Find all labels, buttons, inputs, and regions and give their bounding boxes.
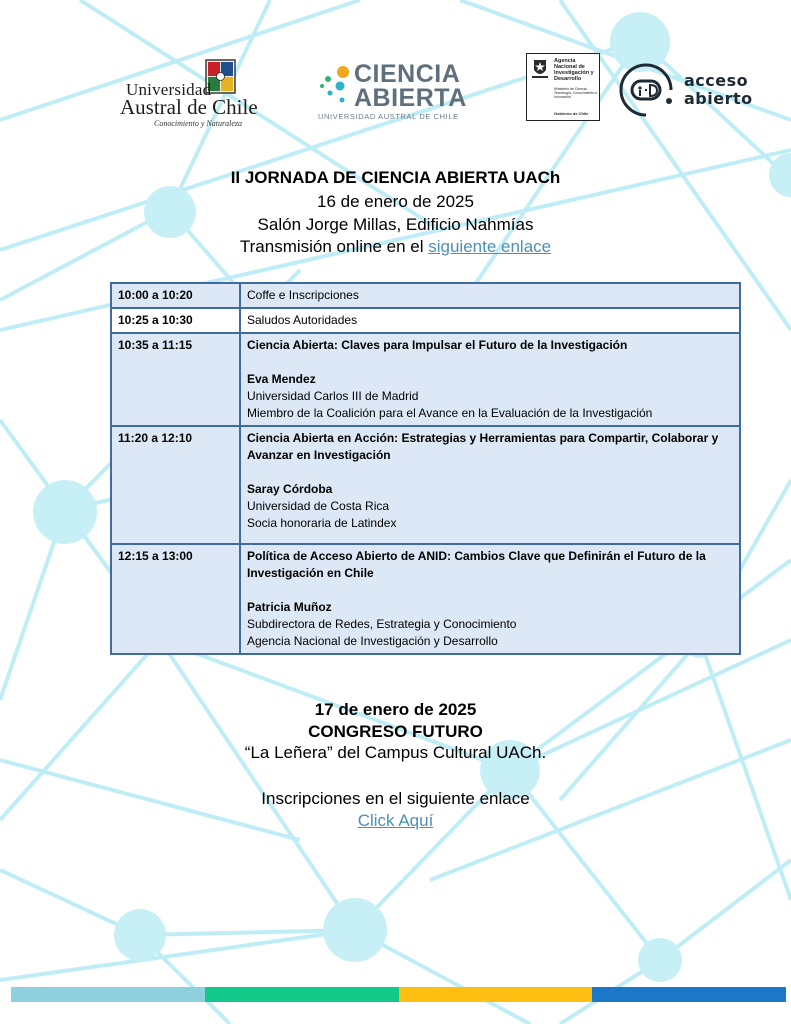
session-title: Ciencia Abierta: Claves para Impulsar el Futuro de la Investigación: [247, 338, 628, 352]
day2-event: CONGRESO FUTURO: [308, 722, 483, 741]
acceso-abierto-word2: abierto: [684, 89, 753, 108]
row-content: [240, 308, 740, 333]
table-row: [111, 426, 740, 544]
stream-line: [0, 237, 791, 257]
anid-ministry: Ministerio de Ciencia, Tecnología, Conocimiento e Innovación: [554, 87, 598, 100]
ciencia-abierta-subtitle: UNIVERSIDAD AUSTRAL DE CHILE: [318, 112, 459, 121]
program-table: [110, 282, 741, 655]
register-text: Inscripciones en el siguiente enlace: [261, 789, 530, 808]
speaker-affiliation: Universidad de Costa Rica: [247, 499, 390, 513]
event-title: II JORNADA DE CIENCIA ABIERTA UACh: [230, 168, 561, 187]
footer-segment: [399, 987, 593, 1002]
acceso-abierto-icon: [617, 61, 675, 119]
row-time: 10:25 a 10:30: [111, 308, 240, 333]
uach-logo: [118, 58, 258, 133]
register-line: [0, 811, 791, 831]
footer-segment: [11, 987, 205, 1002]
speaker-name: Saray Córdoba: [247, 482, 333, 496]
speaker-name: Patricia Muñoz: [247, 600, 332, 614]
row-time: 11:20 a 12:10: [111, 426, 240, 544]
ciencia-abierta-logo: [318, 60, 468, 122]
anid-logo: [526, 53, 600, 121]
day2-location: “La Leñera” del Campus Cultural UACh.: [244, 743, 547, 762]
register-link[interactable]: Click Aquí: [357, 811, 434, 830]
speaker-name: Eva Mendez: [247, 372, 316, 386]
session-title: Coffe e Inscripciones: [247, 288, 359, 302]
table-row: [111, 544, 740, 654]
uach-logo-tagline: Conocimiento y Naturaleza: [154, 119, 242, 128]
row-content: [240, 283, 740, 308]
stream-link[interactable]: siguiente enlace: [428, 237, 552, 256]
row-content: [240, 333, 740, 426]
speaker-role: Socia honoraria de Latindex: [247, 516, 397, 530]
uach-logo-line1: Universidad: [126, 80, 212, 99]
anid-government: Gobierno de Chile: [554, 111, 589, 116]
table-row: [111, 283, 740, 308]
anid-name: Agencia Nacional de Investigación y Desarrollo: [554, 58, 594, 82]
session-title: Saludos Autoridades: [247, 313, 358, 327]
speaker-role: Agencia Nacional de Investigación y Desarrollo: [247, 634, 498, 648]
event-date: 16 de enero de 2025: [317, 192, 474, 211]
uach-logo-line2: Austral de Chile: [120, 95, 258, 119]
table-row: [111, 333, 740, 426]
acceso-abierto-word1: acceso: [684, 71, 749, 90]
session-title: Ciencia Abierta en Acción: Estrategias y Herramientas para Compartir, Colaborar y Avanzar en Investigación: [247, 431, 719, 462]
row-time: 10:35 a 11:15: [111, 333, 240, 426]
speaker-affiliation: Universidad Carlos III de Madrid: [247, 389, 419, 403]
footer-color-bar: [11, 987, 786, 1002]
speaker-affiliation: Subdirectora de Redes, Estrategia y Conocimiento: [247, 617, 517, 631]
speaker-role: Miembro de la Coalición para el Avance en la Evaluación de la Investigación: [247, 406, 653, 420]
footer-segment: [592, 987, 786, 1002]
day2-date: 17 de enero de 2025: [314, 700, 477, 719]
footer-segment: [205, 987, 399, 1002]
stream-prefix: Transmisión online en el: [239, 237, 429, 256]
chile-crest-icon: [531, 58, 549, 80]
event-venue: Salón Jorge Millas, Edificio Nahmías: [257, 215, 534, 234]
ciencia-abierta-dots-icon: [318, 62, 356, 108]
row-content: [240, 544, 740, 654]
row-content: [240, 426, 740, 544]
session-title: Política de Acceso Abierto de ANID: Cambios Clave que Definirán el Futuro de la Investigación en Chile: [247, 549, 706, 580]
ciencia-abierta-word1: CIENCIA: [354, 60, 461, 88]
acceso-abierto-logo: [617, 61, 752, 119]
ciencia-abierta-word2: ABIERTA: [354, 84, 467, 112]
row-time: 12:15 a 13:00: [111, 544, 240, 654]
row-time: 10:00 a 10:20: [111, 283, 240, 308]
table-row: [111, 308, 740, 333]
